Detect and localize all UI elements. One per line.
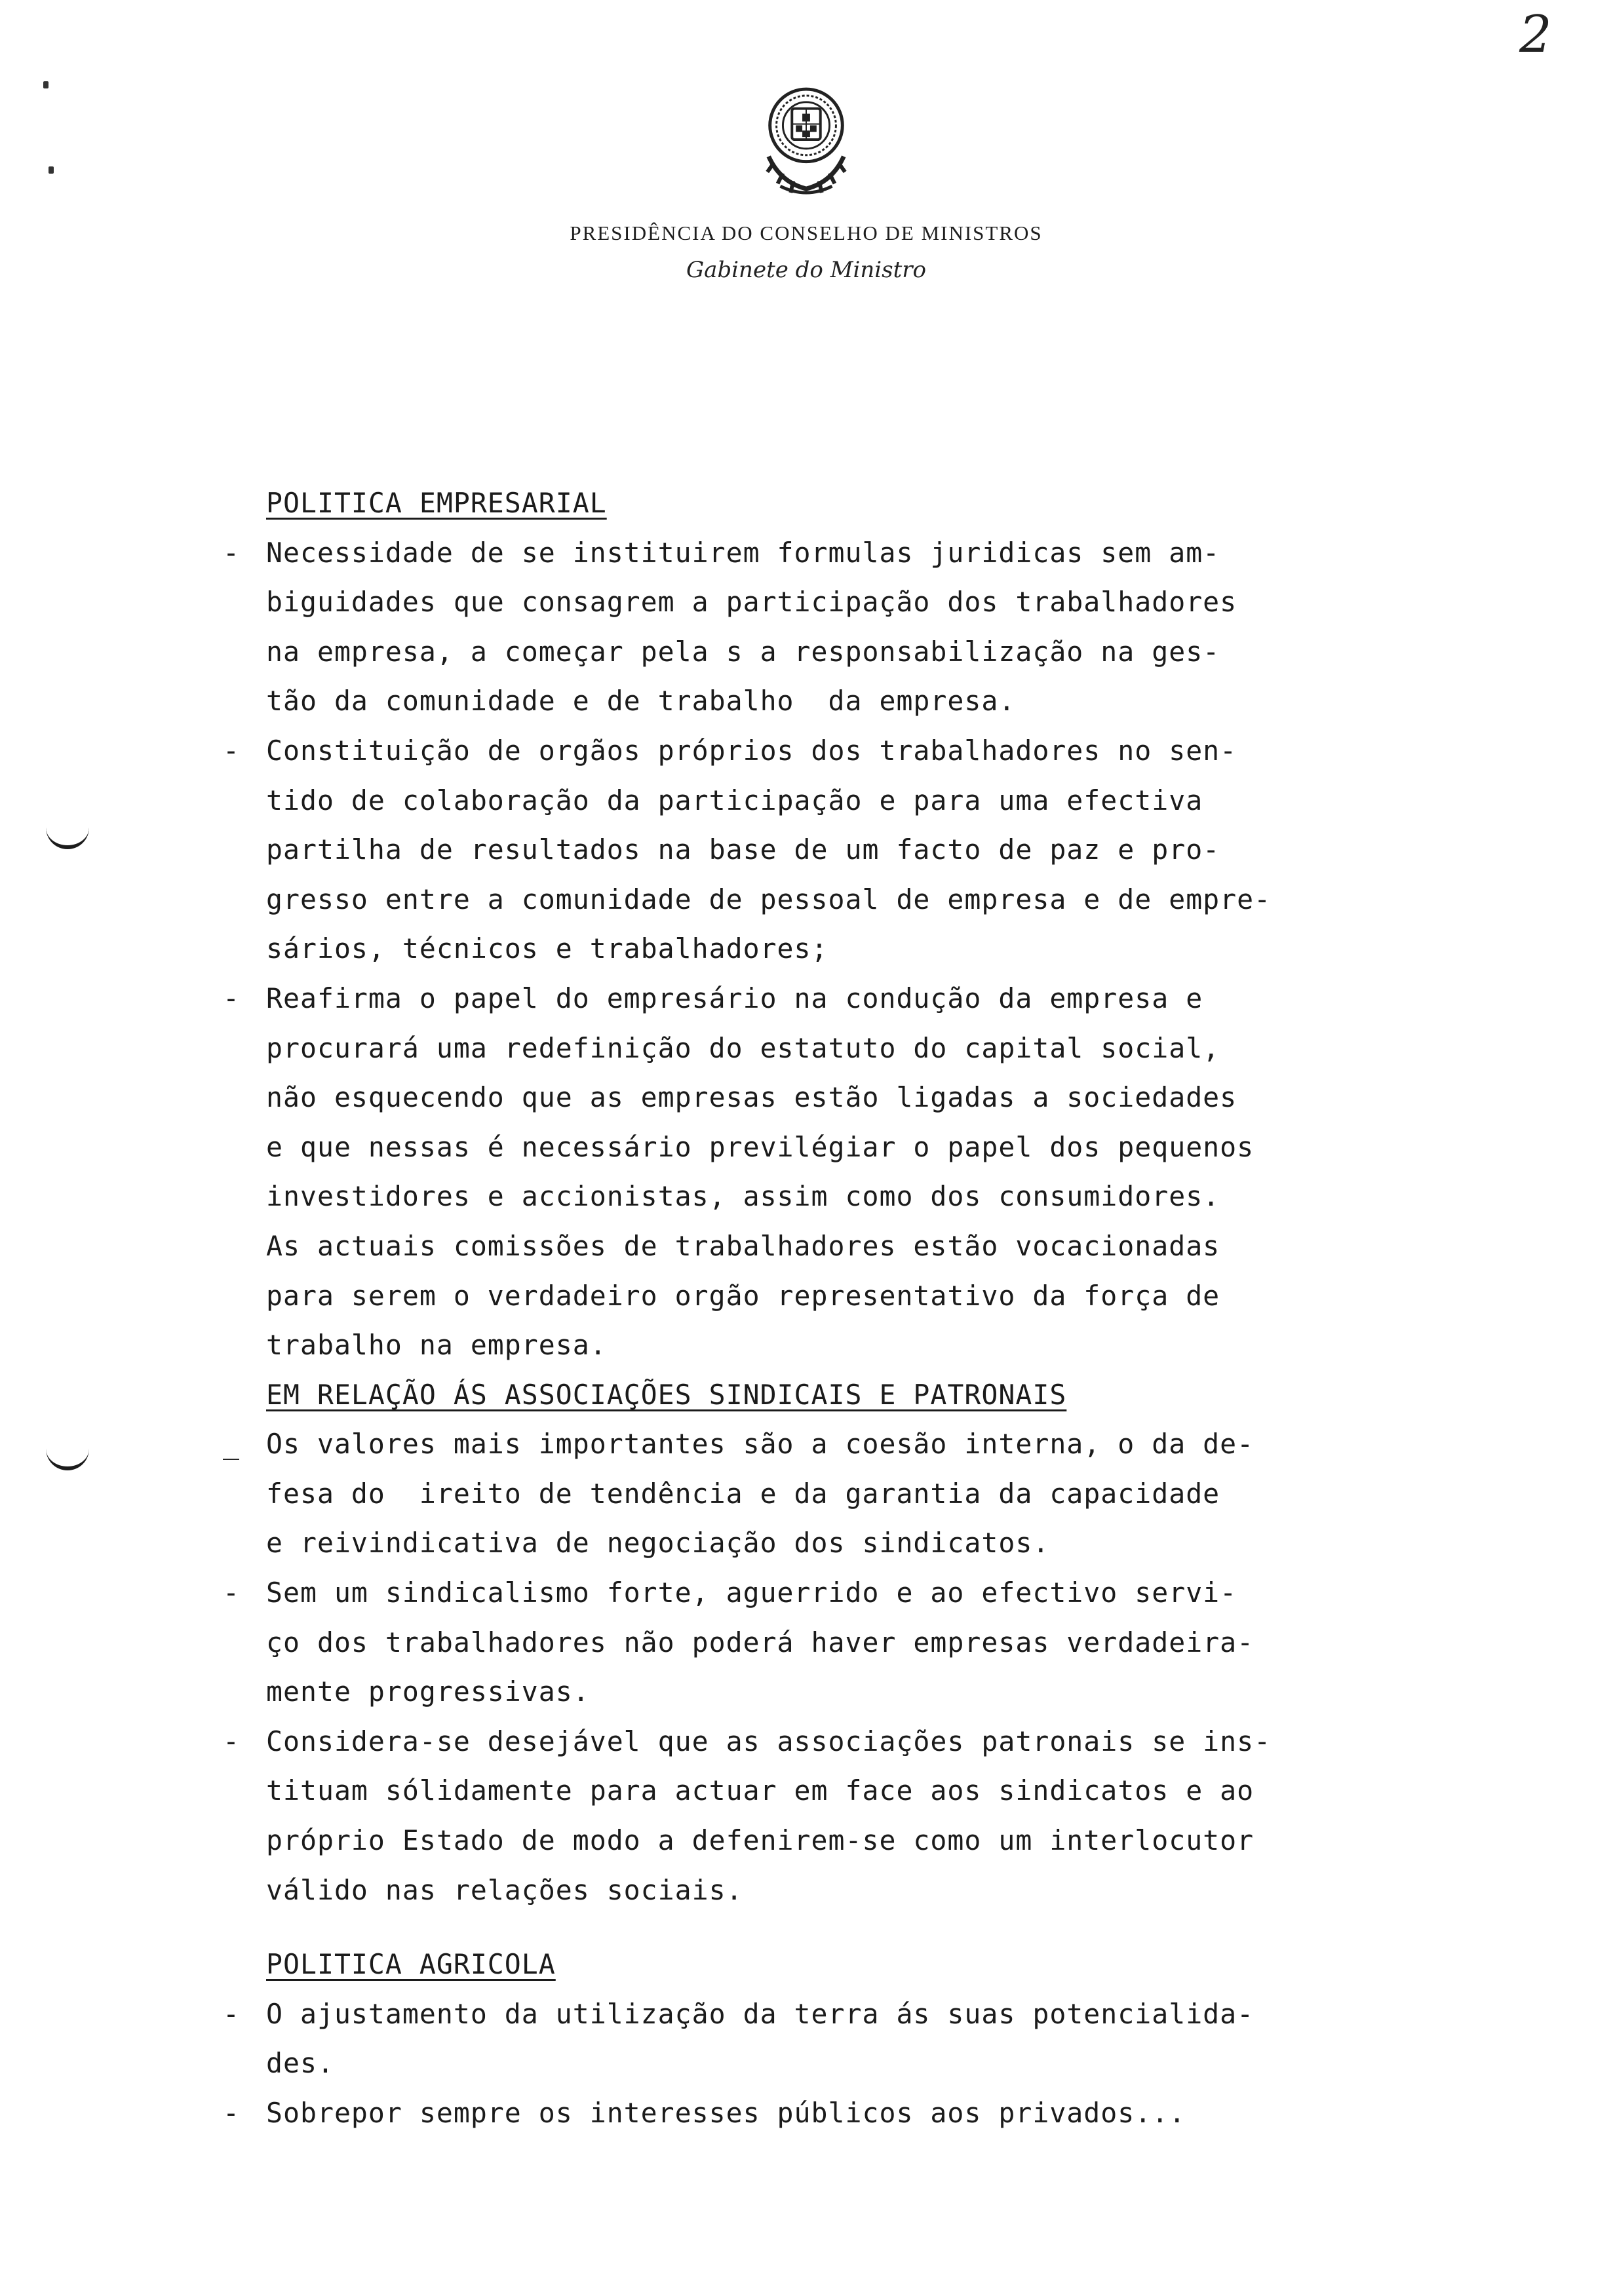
punch-hole-mark	[46, 827, 89, 849]
text-line: biguidades que consagrem a participação dos trabalhadores	[266, 586, 1237, 619]
text-line: trabalho na empresa.	[266, 1329, 607, 1362]
bullet-mark: -	[223, 1725, 240, 1757]
text-line: Os valores mais importantes são a coesão interna, o da de-	[266, 1428, 1255, 1461]
page-number: 2	[1519, 5, 1552, 64]
section-heading: POLITICA AGRICOLA	[266, 1948, 556, 1981]
bullet-item	[223, 1989, 1475, 2088]
text-line: tituam sólidamente para actuar em face aos sindicatos e ao	[266, 1774, 1255, 1807]
text-line: fesa do ireito de tendência e da garantia da capacidade	[266, 1477, 1220, 1510]
text-line: Necessidade de se instituirem formulas juridicas sem am-	[266, 536, 1220, 569]
text-line: tão da comunidade e de trabalho da empresa.	[266, 685, 1016, 718]
text-line: sários, técnicos e trabalhadores;	[266, 932, 828, 965]
text-line: procurará uma redefinição do estatuto do capital social,	[266, 1031, 1220, 1064]
bullet-mark: -	[223, 1997, 240, 2030]
punch-hole-mark	[46, 1448, 89, 1470]
text-line: Constituição de orgãos próprios dos trabalhadores no sen-	[266, 734, 1237, 767]
bullet-item	[223, 1568, 1475, 1717]
bullet-item	[223, 726, 1475, 974]
coat-of-arms-icon	[754, 85, 858, 202]
bullet-mark: -	[223, 536, 240, 569]
text-line: Reafirma o papel do empresário na condução da empresa e	[266, 982, 1203, 1014]
letterhead	[393, 85, 1219, 283]
bullet-item	[223, 1717, 1475, 1915]
text-line: válido nas relações sociais.	[266, 1873, 743, 1906]
text-line: Sem um sindicalismo forte, aguerrido e ao efectivo servi-	[266, 1577, 1237, 1609]
section-heading: POLITICA EMPRESARIAL	[266, 487, 607, 519]
text-line: O ajustamento da utilização da terra ás suas potencialida-	[266, 1997, 1255, 2030]
bullet-mark: -	[223, 1577, 240, 1609]
text-line: mente progressivas.	[266, 1675, 590, 1708]
text-line: para serem o verdadeiro orgão representativo da força de	[266, 1279, 1220, 1312]
bullet-mark: -	[223, 982, 240, 1014]
paragraph	[266, 1221, 1475, 1370]
text-line: As actuais comissões de trabalhadores estão vocacionadas	[266, 1229, 1220, 1262]
text-line: partilha de resultados na base de um facto de paz e pro-	[266, 833, 1220, 866]
text-line: ço dos trabalhadores não poderá haver empresas verdadeira-	[266, 1626, 1255, 1658]
bullet-mark: _	[223, 1428, 240, 1461]
text-line: e reivindicativa de negociação dos sindicatos.	[266, 1527, 1050, 1559]
text-line: próprio Estado de modo a defenirem-se como um interlocutor	[266, 1824, 1255, 1857]
bullet-item	[223, 528, 1475, 726]
bullet-item	[223, 1419, 1475, 1568]
margin-mark	[43, 81, 49, 88]
text-line: Considera-se desejável que as associações patronais se ins-	[266, 1725, 1272, 1757]
bullet-mark: -	[223, 2097, 240, 2129]
bullet-mark: -	[223, 734, 240, 767]
section-spacer	[223, 1915, 1475, 1940]
institution-name: PRESIDÊNCIA DO CONSELHO DE MINISTROS	[570, 221, 1043, 244]
document-body	[223, 478, 1475, 2138]
bullet-item	[223, 2088, 1475, 2138]
text-line: e que nessas é necessário previlégiar o papel dos pequenos	[266, 1130, 1255, 1163]
text-line: gresso entre a comunidade de pessoal de empresa e de empre-	[266, 883, 1272, 915]
bullet-item	[223, 974, 1475, 1221]
text-line: na empresa, a começar pela s a responsabilização na ges-	[266, 635, 1220, 668]
margin-mark	[49, 166, 54, 174]
text-line: Sobrepor sempre os interesses públicos aos privados...	[266, 2097, 1186, 2129]
text-line: investidores e accionistas, assim como dos consumidores.	[266, 1180, 1220, 1213]
section-heading: EM RELAÇÃO ÁS ASSOCIAÇÕES SINDICAIS E PATRONAIS	[266, 1378, 1067, 1411]
text-line: des.	[266, 2047, 334, 2080]
cabinet-subtitle: Gabinete do Ministro	[686, 257, 926, 283]
text-line: não esquecendo que as empresas estão ligadas a sociedades	[266, 1081, 1237, 1114]
text-line: tido de colaboração da participação e para uma efectiva	[266, 784, 1203, 816]
